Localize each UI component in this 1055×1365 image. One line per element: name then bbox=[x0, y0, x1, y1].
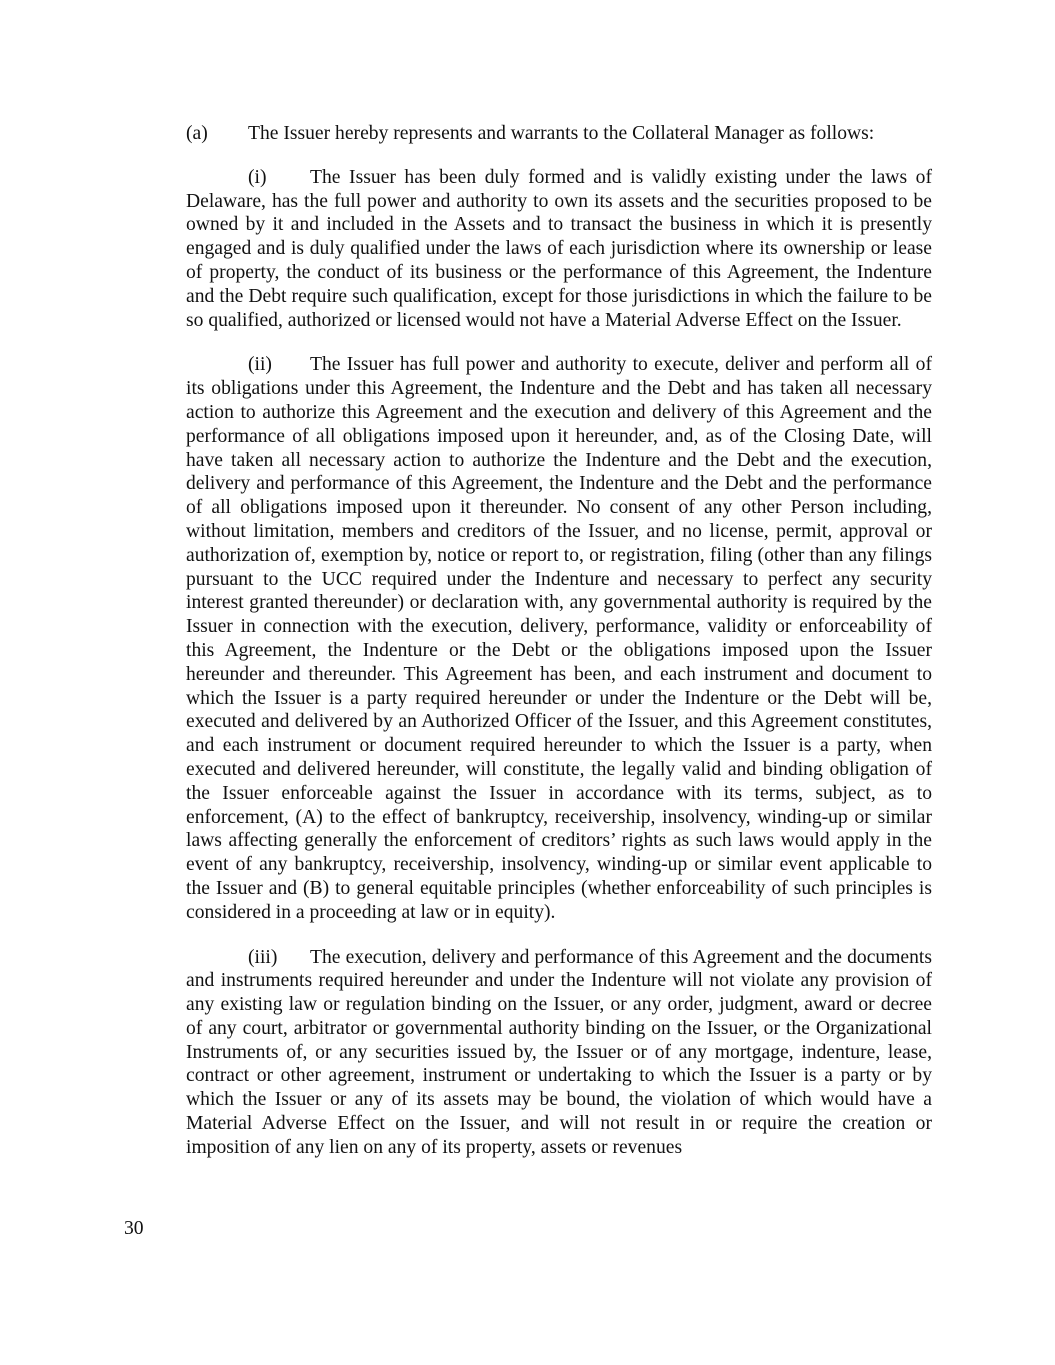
subsection-ii-label: (ii) bbox=[248, 354, 272, 376]
subsection-i-label: (i) bbox=[248, 166, 267, 188]
subsection-i-paragraph bbox=[186, 166, 932, 333]
section-a-text: The Issuer hereby represents and warrants to the Collateral Manager as follows: bbox=[248, 123, 875, 144]
subsection-iii-paragraph bbox=[186, 946, 932, 1160]
document-body bbox=[186, 122, 932, 1181]
subsection-i-text: The Issuer has been duly formed and is validly existing under the laws of Delaware, has the full power and authority to own its assets and the securities proposed to be owned by it and included in the Assets and to transact the business in which it is presently engaged and is duly qualified under the laws of each jurisdiction where its ownership or lease of property, the conduct of its business or the performance of this Agreement, the Indenture and the Debt require such qualification, except for those jurisdictions in which the failure to be so qualified, authorized or licensed would not have a Material Adverse Effect on the Issuer. bbox=[186, 166, 932, 331]
section-a-paragraph bbox=[186, 122, 932, 146]
section-a-label: (a) bbox=[186, 123, 208, 144]
subsection-ii-paragraph bbox=[186, 353, 932, 924]
subsection-ii-text: The Issuer has full power and authority to execute, deliver and perform all of its obligations under this Agreement, the Indenture and the Debt and has taken all necessary action to authorize this Agreement and the execution and delivery of this Agreement and the performance of all obligations imposed upon it hereunder, and, as of the Closing Date, will have taken all necessary action to authorize the Indenture and the Debt and the execution, delivery and performance of this Agreement, the Indenture and the Debt and the performance of all obligations imposed upon it thereunder. No consent of any other Person including, without limitation, members and creditors of the Issuer, and no license, permit, approval or authorization of, exemption by, notice or report to, or registration, filing (other than any filings pursuant to the UCC required under the Indenture and necessary to perfect any security interest granted thereunder) or declaration with, any governmental authority is required by the Issuer in connection with the execution, delivery, performance, validity or enforceability of this Agreement, the Indenture or the Debt or the obligations imposed upon the Issuer hereunder and thereunder. This Agreement has been, and each instrument and document to which the Issuer is a party required hereunder or under the Indenture or the Debt will be, executed and delivered by an Authorized Officer of the Issuer, and this Agreement constitutes, and each instrument or document required hereunder to which the Issuer is a party, when executed and delivered hereunder, will constitute, the legally valid and binding obligation of the Issuer enforceable against the Issuer in accordance with its terms, subject, as to enforcement, (A) to the effect of bankruptcy, receivership, insolvency, winding-up or similar laws affecting generally the enforcement of creditors’ rights as such laws would apply in the event of any bankruptcy, receivership, insolvency, winding-up or similar event applicable to the Issuer and (B) to general equitable principles (whether enforceability of such principles is considered in a proceeding at law or in equity). bbox=[186, 354, 932, 923]
page-number: 30 bbox=[124, 1218, 144, 1239]
subsection-iii-text: The execution, delivery and performance of this Agreement and the documents and instruments required hereunder and under the Indenture will not violate any provision of any existing law or regulation binding on the Issuer, or any order, judgment, award or decree of any court, arbitrator or governmental authority binding on the Issuer, or the Organizational Instruments of, or any securities issued by, the Issuer or of any mortgage, indenture, lease, contract or other agreement, instrument or undertaking to which the Issuer is a party or by which the Issuer or any of its assets may be bound, the violation of which would have a Material Adverse Effect on the Issuer, and will not result in or require the creation or imposition of any lien on any of its property, assets or revenues bbox=[186, 946, 932, 1158]
subsection-iii-label: (iii) bbox=[248, 946, 278, 968]
